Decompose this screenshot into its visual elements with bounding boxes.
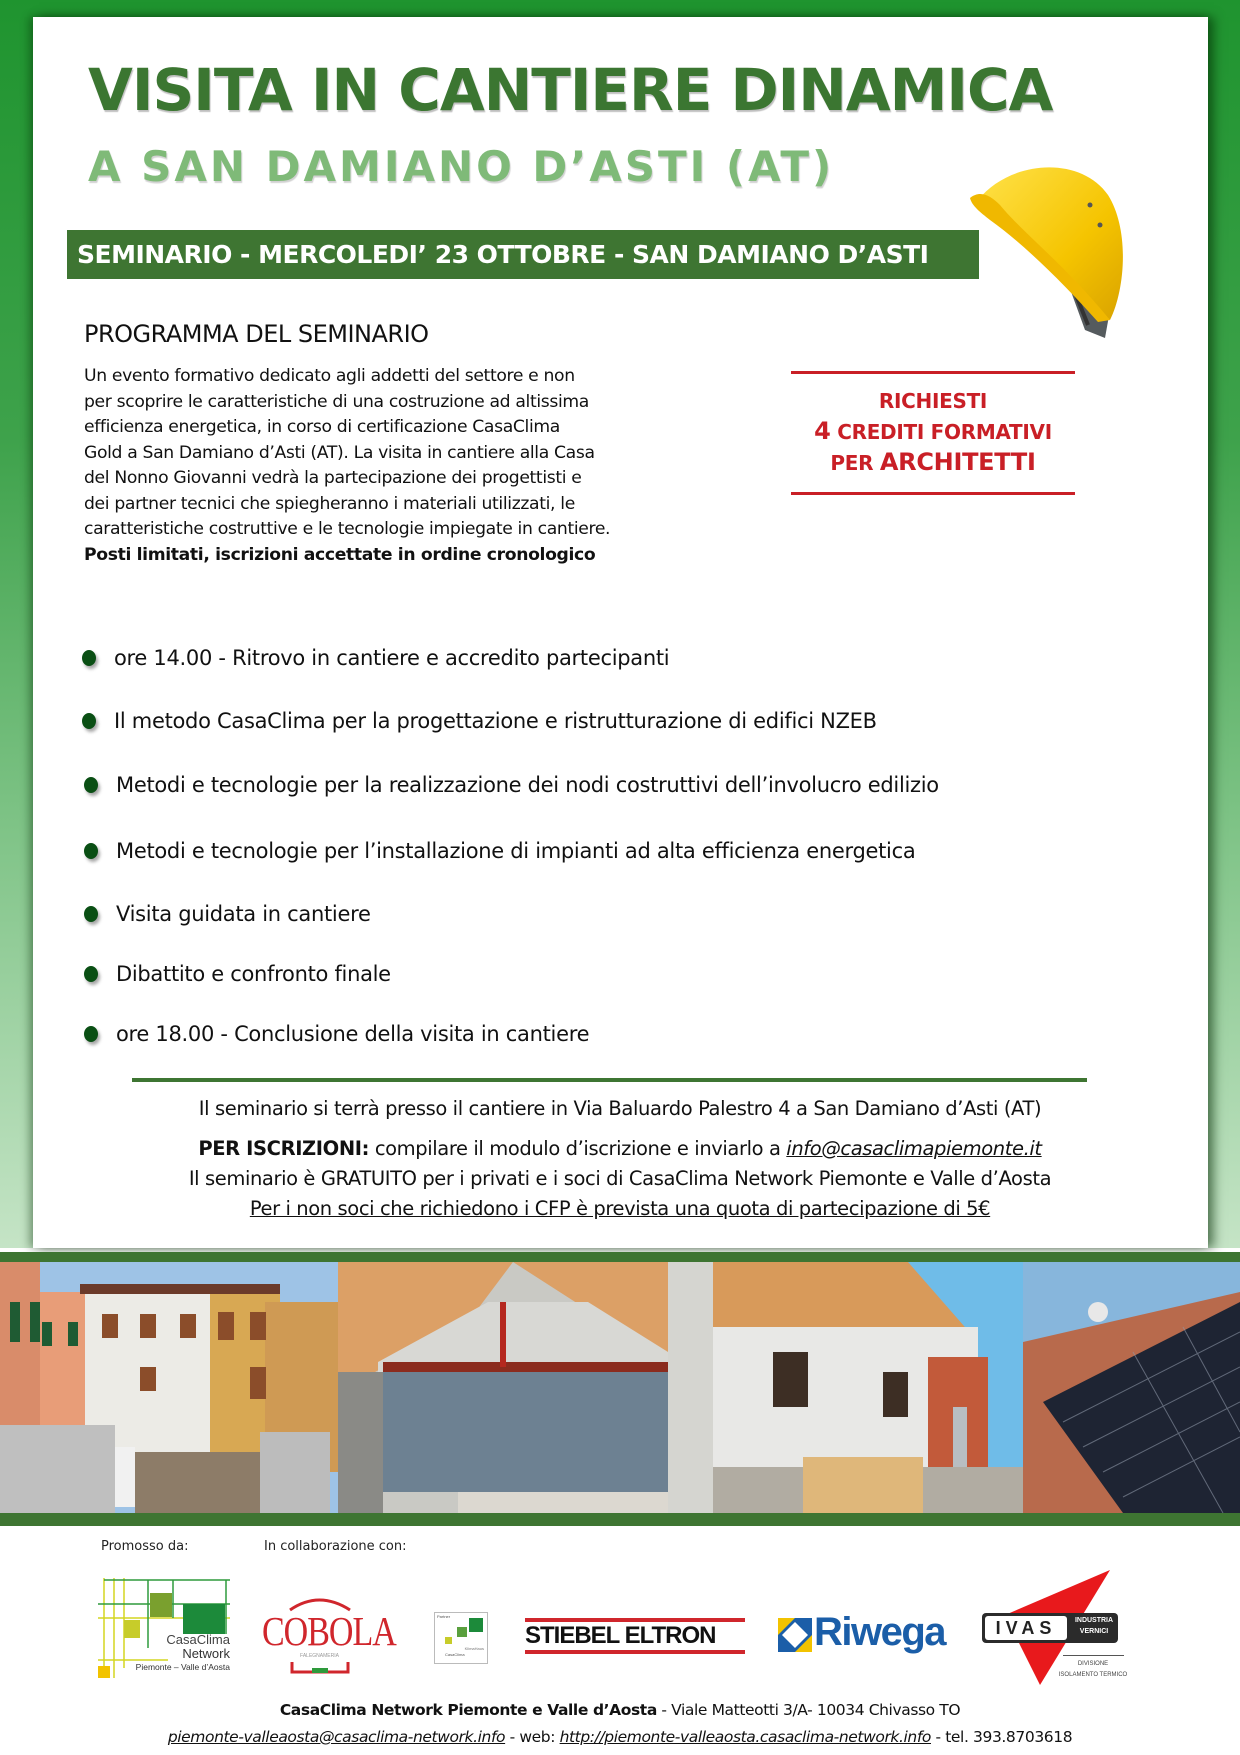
agenda-item [84, 1014, 589, 1054]
registration-line [60, 1134, 1180, 1164]
programme-line: per scoprire le caratteristiche di una costruzione ad altissima [84, 391, 589, 412]
klimahaus-sub: CasaClima [445, 1652, 465, 1657]
credits-line-1: RICHIESTI [878, 389, 988, 413]
agenda-text: Il metodo CasaClima per la progettazione e ristrutturazione di edifici NZEB [114, 709, 877, 733]
bullet-icon [84, 906, 98, 922]
stiebel-name: STIEBEL ELTRON [525, 1622, 716, 1649]
programme-line: caratteristiche costruttive e le tecnologie impiegate in cantiere. [84, 519, 611, 539]
programme-description [84, 364, 654, 568]
collaboration-label: In collaborazione con: [264, 1539, 407, 1554]
credits-line-3 [791, 447, 1075, 478]
programme-title: PROGRAMMA DEL SEMINARIO [84, 320, 429, 348]
agenda-text: Metodi e tecnologie per l’installazione di impianti ad alta efficienza energetica [116, 839, 916, 863]
photo-insulated-wall [668, 1262, 1023, 1513]
free-notice: Il seminario è GRATUITO per i privati e i soci di CasaClima Network Piemonte e Valle d’Aosta [188, 1167, 1052, 1190]
agenda-text: Metodi e tecnologie per la realizzazione dei nodi costruttivi dell’involucro edilizio [116, 773, 939, 797]
website-link[interactable]: http://piemonte-valleaosta.casaclima-network.info [559, 1728, 931, 1746]
agenda-text: ore 14.00 - Ritrovo in cantiere e accredito partecipanti [114, 646, 670, 670]
hard-hat-icon [970, 160, 1130, 350]
partner-logos [0, 1570, 1240, 1690]
fee-notice: Per i non soci che richiedono i CFP è prevista una quota di partecipazione di 5€ [249, 1197, 991, 1220]
bullet-icon [82, 650, 96, 666]
ivas-division-sub: ISOLAMENTO TERMICO [1058, 1672, 1128, 1678]
riwega-logo [778, 1610, 953, 1660]
stiebel-eltron-logo [525, 1618, 745, 1654]
casaclima-logo-line1: CasaClima [166, 1632, 230, 1647]
credits-line-2 [791, 416, 1075, 447]
cobola-tagline: FALEGNAMERIA [300, 1653, 339, 1659]
agenda-text: Visita guidata in cantiere [116, 902, 371, 926]
promoted-by-label: Promosso da: [101, 1539, 189, 1554]
photo-strip [0, 1262, 1240, 1513]
web-label: - web: [505, 1728, 560, 1746]
agenda-text: Dibattito e confronto finale [116, 962, 391, 986]
riwega-name: Riwega [814, 1610, 946, 1654]
phone-number: - tel. 393.8703618 [931, 1728, 1073, 1746]
contact-email-link[interactable]: piemonte-valleaosta@casaclima-network.info [167, 1728, 506, 1746]
programme-line: Un evento formativo dedicato agli addetti del settore e non [84, 366, 575, 386]
agenda-text: ore 18.00 - Conclusione della visita in cantiere [116, 1022, 590, 1046]
section-divider [132, 1078, 1087, 1082]
credits-text: CREDITI FORMATIVI [837, 420, 1052, 444]
ivas-name: IVAS [985, 1616, 1067, 1640]
photo-building-facade [0, 1262, 338, 1513]
credits-audience: ARCHITETTI [879, 448, 1036, 476]
bullet-icon [84, 777, 98, 793]
programme-line: Gold a San Damiano d’Asti (AT). La visita in cantiere alla Casa [84, 442, 595, 463]
programme-line: dei partner tecnici che spiegheranno i materiali utilizzati, le [84, 493, 575, 514]
org-name: CasaClima Network Piemonte e Valle d’Aosta [279, 1701, 657, 1719]
programme-line: del Nonno Giovanni vedrà la partecipazione dei progettisti e [84, 468, 582, 488]
contact-info [0, 1697, 1240, 1751]
casaclima-logo-line2: Network [182, 1646, 230, 1661]
event-info [60, 1094, 1180, 1224]
contact-links-line [0, 1724, 1240, 1751]
credits-box [791, 371, 1075, 495]
bullet-icon [84, 843, 98, 859]
cobola-logo [262, 1592, 396, 1682]
klimahaus-partner-label: Partner [437, 1614, 451, 1619]
bullet-icon [82, 713, 96, 729]
casaclima-logo-line3: Piemonte – Valle d’Aosta [135, 1662, 230, 1672]
contact-address-line [0, 1697, 1240, 1724]
page-title: VISITA IN CANTIERE DINAMICA [88, 56, 1053, 124]
credits-prefix: PER [830, 451, 874, 475]
agenda-item [82, 701, 877, 741]
credits-number: 4 [814, 417, 831, 445]
agenda-item [84, 765, 939, 805]
bullet-icon [84, 1026, 98, 1042]
location-text: Il seminario si terrà presso il cantiere in Via Baluardo Palestro 4 a San Damiano d’Asti (AT) [198, 1097, 1042, 1120]
agenda-item [84, 831, 915, 871]
registration-text: compilare il modulo d’iscrizione e inviarlo a [369, 1137, 787, 1160]
agenda-item [82, 638, 669, 678]
agenda-item [84, 894, 371, 934]
org-address: - Viale Matteotti 3/A- 10034 Chivasso TO [656, 1701, 961, 1719]
ivas-division: DIVISIONE [1077, 1661, 1109, 1667]
ivas-tag1: INDUSTRIA [1074, 1617, 1114, 1624]
registration-email-link[interactable]: info@casaclimapiemonte.it [786, 1137, 1042, 1160]
page-subtitle: A SAN DAMIANO D’ASTI (AT) [88, 142, 835, 191]
date-banner: SEMINARIO - MERCOLEDI’ 23 OTTOBRE - SAN DAMIANO D’ASTI [67, 230, 979, 279]
registration-label: PER ISCRIZIONI: [198, 1137, 370, 1160]
agenda-item [84, 954, 391, 994]
ivas-logo [980, 1570, 1140, 1695]
programme-line: efficienza energetica, in corso di certificazione CasaClima [84, 417, 560, 437]
photo-solar-panels [1023, 1262, 1240, 1513]
klimahaus-partner-logo [434, 1612, 488, 1664]
bullet-icon [84, 966, 98, 982]
limited-seats-note: Posti limitati, iscrizioni accettate in ordine cronologico [84, 544, 596, 565]
photo-roof-interior [338, 1262, 668, 1513]
cobola-name: COBOLA [262, 1610, 396, 1655]
ivas-tag2: VERNICI [1079, 1628, 1109, 1635]
casaclima-network-logo [98, 1578, 230, 1694]
klimahaus-brand: KlimaHaus [464, 1646, 484, 1651]
